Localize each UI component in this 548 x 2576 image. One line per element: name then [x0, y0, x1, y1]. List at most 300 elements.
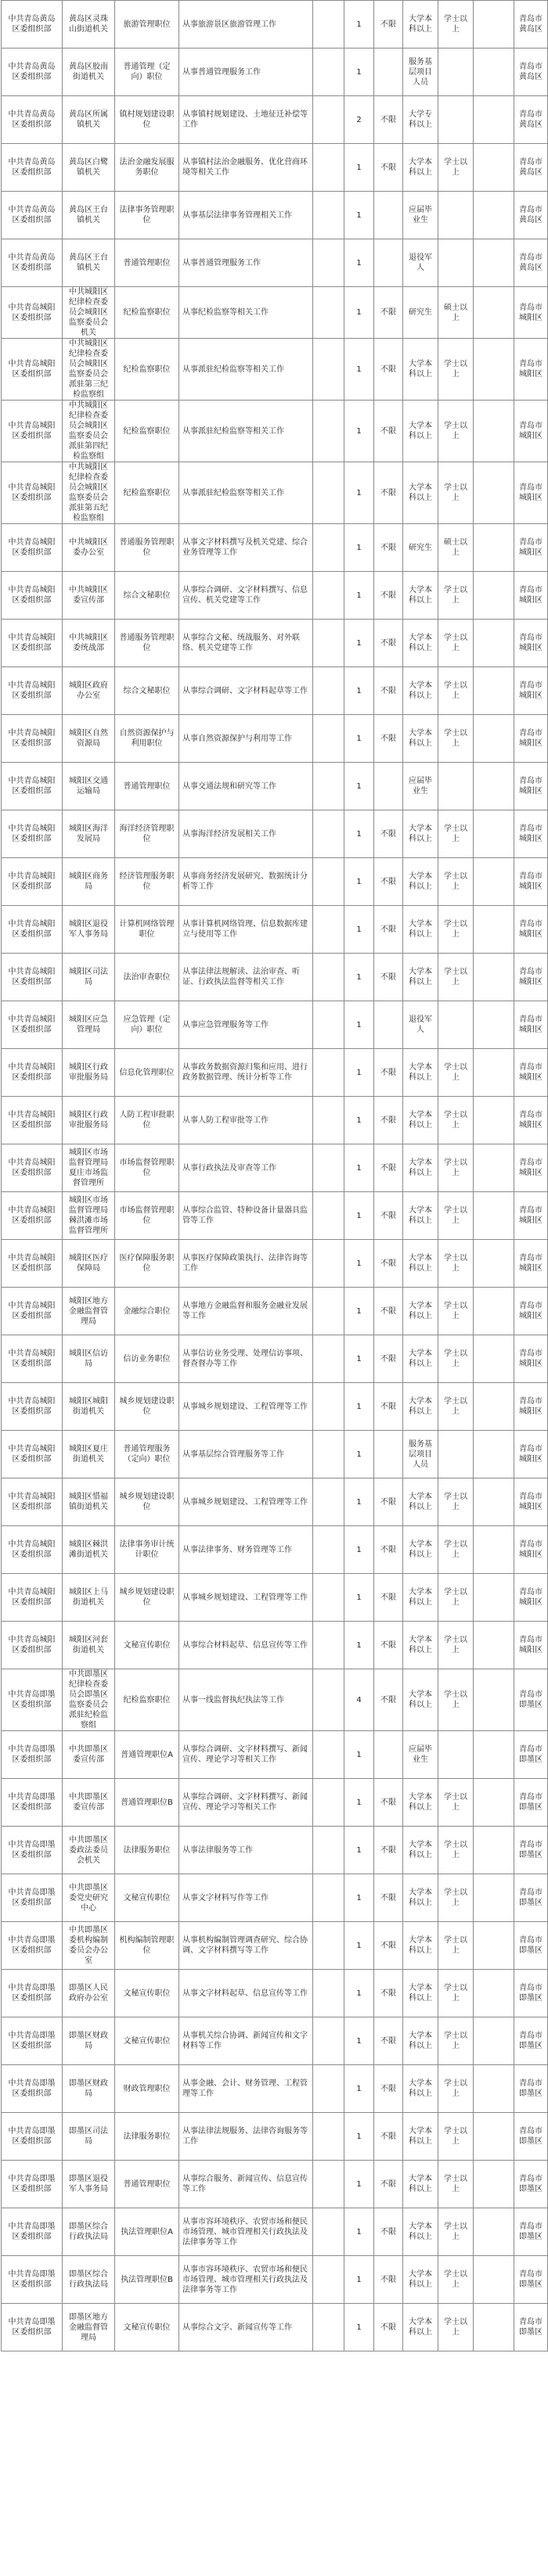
- duties-cell: 从事综合文秘、统战服务、对外联络、机关党建等工作: [179, 620, 313, 667]
- major-cell: 不限: [374, 287, 403, 339]
- work-location-cell: 青岛市城阳区: [514, 401, 548, 462]
- degree-cell: 学士以上: [438, 667, 474, 715]
- position-name-cell: 法律事务审计统计职位: [115, 1526, 179, 1574]
- work-location-cell: 青岛市城阳区: [514, 810, 548, 858]
- education-cell: 大学本科以上: [403, 2256, 438, 2304]
- code-cell: [313, 1970, 344, 2017]
- other-requirements-cell: [474, 287, 514, 339]
- education-cell: 研究生: [403, 287, 438, 339]
- code-cell: [313, 1669, 344, 1731]
- code-cell: [313, 2161, 344, 2208]
- other-requirements-cell: [474, 810, 514, 858]
- other-requirements-cell: [474, 572, 514, 620]
- recruiting-unit-cell: 中共青岛即墨区委组织部: [2, 1827, 63, 1874]
- recruiting-unit-cell: 中共青岛城阳区委组织部: [2, 810, 63, 858]
- headcount-cell: 1: [344, 1970, 374, 2017]
- degree-cell: 学士以上: [438, 810, 474, 858]
- major-cell: 不限: [374, 1288, 403, 1335]
- headcount-cell: 1: [344, 667, 374, 715]
- headcount-cell: 1: [344, 2208, 374, 2256]
- position-name-cell: 医疗保障服务职位: [115, 1240, 179, 1288]
- work-location-cell: 青岛市即墨区: [514, 1827, 548, 1874]
- major-cell: 不限: [374, 1192, 403, 1240]
- code-cell: [313, 1192, 344, 1240]
- major-cell: 不限: [374, 1383, 403, 1431]
- department-cell: 中共城阳区纪律检查委员会城阳区监察委员会派驻第四纪检监察组: [63, 401, 115, 462]
- department-cell: 城阳区惜福镇街道机关: [63, 1478, 115, 1526]
- table-row: [2, 1383, 548, 1431]
- degree-cell: 学士以上: [438, 1, 474, 49]
- headcount-cell: 1: [344, 1731, 374, 1779]
- other-requirements-cell: [474, 2113, 514, 2161]
- other-requirements-cell: [474, 763, 514, 810]
- education-cell: 大学本科以上: [403, 2161, 438, 2208]
- education-cell: 大学本科以上: [403, 1478, 438, 1526]
- duties-cell: 从事城乡规划建设、工程管理等工作: [179, 1574, 313, 1622]
- other-requirements-cell: [474, 339, 514, 401]
- recruiting-unit-cell: 中共青岛城阳区委组织部: [2, 1240, 63, 1288]
- major-cell: 不限: [374, 462, 403, 524]
- education-cell: 大学本科以上: [403, 1097, 438, 1144]
- education-cell: 大学本科以上: [403, 906, 438, 954]
- table-row: [2, 2017, 548, 2065]
- table-row: [2, 1097, 548, 1144]
- work-location-cell: 青岛市城阳区: [514, 1574, 548, 1622]
- code-cell: [313, 2113, 344, 2161]
- position-name-cell: 法律服务职位: [115, 2113, 179, 2161]
- table-row: [2, 1970, 548, 2017]
- position-name-cell: 纪检监察职位: [115, 339, 179, 401]
- table-row: [2, 1001, 548, 1049]
- degree-cell: 学士以上: [438, 2304, 474, 2351]
- major-cell: 不限: [374, 715, 403, 763]
- recruiting-unit-cell: 中共青岛城阳区委组织部: [2, 1574, 63, 1622]
- table-row: [2, 1049, 548, 1097]
- position-name-cell: 文秘宣传职位: [115, 1970, 179, 2017]
- table-row: [2, 810, 548, 858]
- position-name-cell: 普通管理职位: [115, 239, 179, 287]
- department-cell: 中共城阳区纪律检查委员会城阳区监察委员会派驻第三纪检监察组: [63, 339, 115, 401]
- degree-cell: 硕士以上: [438, 287, 474, 339]
- work-location-cell: 青岛市即墨区: [514, 1970, 548, 2017]
- recruiting-unit-cell: 中共青岛即墨区委组织部: [2, 2208, 63, 2256]
- headcount-cell: 1: [344, 2304, 374, 2351]
- department-cell: 城阳区自然资源局: [63, 715, 115, 763]
- headcount-cell: 1: [344, 1001, 374, 1049]
- code-cell: [313, 2256, 344, 2304]
- table-body: [2, 1, 548, 2351]
- duties-cell: 从事城乡规划建设、工程管理等工作: [179, 1383, 313, 1431]
- department-cell: 中共即墨区委党史研究中心: [63, 1874, 115, 1922]
- table-row: [2, 1874, 548, 1922]
- department-cell: 中共即墨区委政法委员会机关: [63, 1827, 115, 1874]
- headcount-cell: 1: [344, 2113, 374, 2161]
- recruiting-unit-cell: 中共青岛城阳区委组织部: [2, 339, 63, 401]
- education-cell: 大学本科以上: [403, 1335, 438, 1383]
- education-cell: 应届毕业生: [403, 192, 438, 239]
- work-location-cell: 青岛市即墨区: [514, 1922, 548, 1970]
- recruiting-unit-cell: 中共青岛即墨区委组织部: [2, 2161, 63, 2208]
- position-name-cell: 法治金融发展服务职位: [115, 144, 179, 192]
- duties-cell: 从事派驻纪检监察等相关工作: [179, 339, 313, 401]
- degree-cell: [438, 1001, 474, 1049]
- position-name-cell: 普通管理职位A: [115, 1731, 179, 1779]
- headcount-cell: 1: [344, 763, 374, 810]
- other-requirements-cell: [474, 401, 514, 462]
- headcount-cell: 1: [344, 2256, 374, 2304]
- work-location-cell: 青岛市即墨区: [514, 2113, 548, 2161]
- code-cell: [313, 1874, 344, 1922]
- work-location-cell: 青岛市黄岛区: [514, 239, 548, 287]
- education-cell: 应届毕业生: [403, 763, 438, 810]
- headcount-cell: 1: [344, 1192, 374, 1240]
- duties-cell: 从事法律法规解读、法治审查、听证、行政执法监督等相关工作: [179, 954, 313, 1001]
- position-name-cell: 财政管理职位: [115, 2065, 179, 2113]
- table-row: [2, 1574, 548, 1622]
- code-cell: [313, 524, 344, 572]
- headcount-cell: 1: [344, 1, 374, 49]
- major-cell: 不限: [374, 620, 403, 667]
- code-cell: [313, 462, 344, 524]
- department-cell: 城阳区信访局: [63, 1335, 115, 1383]
- department-cell: 城阳区海洋发展局: [63, 810, 115, 858]
- headcount-cell: 1: [344, 1335, 374, 1383]
- degree-cell: 学士以上: [438, 2065, 474, 2113]
- education-cell: 服务基层项目人员: [403, 49, 438, 96]
- duties-cell: 从事自然资源保护与利用等工作: [179, 715, 313, 763]
- headcount-cell: 1: [344, 954, 374, 1001]
- degree-cell: 学士以上: [438, 572, 474, 620]
- recruiting-unit-cell: 中共青岛城阳区委组织部: [2, 401, 63, 462]
- department-cell: 中共城阳区纪律检查委员会城阳区监察委员会派驻第五纪检监察组: [63, 462, 115, 524]
- recruiting-unit-cell: 中共青岛即墨区委组织部: [2, 1874, 63, 1922]
- major-cell: 不限: [374, 1874, 403, 1922]
- other-requirements-cell: [474, 620, 514, 667]
- headcount-cell: 1: [344, 1779, 374, 1827]
- code-cell: [313, 1240, 344, 1288]
- work-location-cell: 青岛市即墨区: [514, 2256, 548, 2304]
- code-cell: [313, 858, 344, 906]
- duties-cell: 从事镇村规划建设、土地征迁补偿等工作: [179, 96, 313, 144]
- headcount-cell: 1: [344, 287, 374, 339]
- degree-cell: [438, 1431, 474, 1478]
- education-cell: 大学本科以上: [403, 1240, 438, 1288]
- code-cell: [313, 1049, 344, 1097]
- code-cell: [313, 954, 344, 1001]
- headcount-cell: 1: [344, 2017, 374, 2065]
- recruiting-unit-cell: 中共青岛城阳区委组织部: [2, 1431, 63, 1478]
- other-requirements-cell: [474, 1779, 514, 1827]
- headcount-cell: 1: [344, 1874, 374, 1922]
- major-cell: 不限: [374, 954, 403, 1001]
- duties-cell: 从事城乡规划建设、工程管理等工作: [179, 1478, 313, 1526]
- degree-cell: 学士以上: [438, 1335, 474, 1383]
- education-cell: 应届毕业生: [403, 1731, 438, 1779]
- department-cell: 中共城阳区委宣传部: [63, 572, 115, 620]
- major-cell: 不限: [374, 1049, 403, 1097]
- recruiting-unit-cell: 中共青岛即墨区委组织部: [2, 1922, 63, 1970]
- table-row: [2, 1779, 548, 1827]
- degree-cell: 学士以上: [438, 1240, 474, 1288]
- work-location-cell: 青岛市黄岛区: [514, 1, 548, 49]
- code-cell: [313, 1478, 344, 1526]
- major-cell: 不限: [374, 401, 403, 462]
- degree-cell: [438, 1731, 474, 1779]
- code-cell: [313, 1622, 344, 1669]
- headcount-cell: 1: [344, 620, 374, 667]
- duties-cell: 从事海洋经济发展相关工作: [179, 810, 313, 858]
- department-cell: 中共城阳区委办公室: [63, 524, 115, 572]
- table-row: [2, 2161, 548, 2208]
- degree-cell: 学士以上: [438, 1144, 474, 1192]
- degree-cell: 学士以上: [438, 2256, 474, 2304]
- department-cell: 黄岛区胶南街道机关: [63, 49, 115, 96]
- table-row: [2, 1288, 548, 1335]
- position-name-cell: 应急管理（定向）职位: [115, 1001, 179, 1049]
- work-location-cell: 青岛市城阳区: [514, 1240, 548, 1288]
- education-cell: 大学本科以上: [403, 2017, 438, 2065]
- education-cell: 大学本科以上: [403, 810, 438, 858]
- department-cell: 即墨区地方金融监督管理局: [63, 2304, 115, 2351]
- recruiting-unit-cell: 中共青岛黄岛区委组织部: [2, 144, 63, 192]
- table-row: [2, 1478, 548, 1526]
- position-name-cell: 镇村规划建设职位: [115, 96, 179, 144]
- duties-cell: 从事普通管理服务工作: [179, 239, 313, 287]
- headcount-cell: 2: [344, 96, 374, 144]
- degree-cell: 学士以上: [438, 1874, 474, 1922]
- duties-cell: 从事综合调研、文字材料撰写、信息宣传、机关党建等工作: [179, 572, 313, 620]
- position-name-cell: 综合文秘职位: [115, 572, 179, 620]
- duties-cell: 从事地方金融监督和服务金融业发展等工作: [179, 1288, 313, 1335]
- work-location-cell: 青岛市城阳区: [514, 1144, 548, 1192]
- department-cell: 中共城阳区委统战部: [63, 620, 115, 667]
- code-cell: [313, 144, 344, 192]
- duties-cell: 从事市容环境秩序、农贸市场和便民市场管理、城市管理相关行政执法及法律事务等工作: [179, 2208, 313, 2256]
- headcount-cell: 1: [344, 810, 374, 858]
- work-location-cell: 青岛市城阳区: [514, 715, 548, 763]
- position-name-cell: 文秘宣传职位: [115, 2017, 179, 2065]
- degree-cell: 学士以上: [438, 1526, 474, 1574]
- work-location-cell: 青岛市城阳区: [514, 339, 548, 401]
- code-cell: [313, 1574, 344, 1622]
- code-cell: [313, 339, 344, 401]
- department-cell: 即墨区综合行政执法局: [63, 2256, 115, 2304]
- headcount-cell: 1: [344, 1383, 374, 1431]
- duties-cell: 从事机构编制管理调查研究、综合协调、文字材料撰写等工作: [179, 1922, 313, 1970]
- duties-cell: 从事一线监督执纪执法等工作: [179, 1669, 313, 1731]
- work-location-cell: 青岛市即墨区: [514, 1874, 548, 1922]
- other-requirements-cell: [474, 1192, 514, 1240]
- major-cell: 不限: [374, 906, 403, 954]
- department-cell: 即墨区财政局: [63, 2017, 115, 2065]
- other-requirements-cell: [474, 1, 514, 49]
- code-cell: [313, 810, 344, 858]
- code-cell: [313, 1779, 344, 1827]
- major-cell: [374, 192, 403, 239]
- table-row: [2, 1669, 548, 1731]
- duties-cell: 从事金融、会计、财务管理、工程管理等工作: [179, 2065, 313, 2113]
- duties-cell: 从事法律服务等工作: [179, 1827, 313, 1874]
- other-requirements-cell: [474, 462, 514, 524]
- other-requirements-cell: [474, 1526, 514, 1574]
- degree-cell: [438, 239, 474, 287]
- table-row: [2, 906, 548, 954]
- other-requirements-cell: [474, 1731, 514, 1779]
- code-cell: [313, 906, 344, 954]
- degree-cell: 学士以上: [438, 1478, 474, 1526]
- work-location-cell: 青岛市黄岛区: [514, 144, 548, 192]
- code-cell: [313, 2017, 344, 2065]
- major-cell: 不限: [374, 339, 403, 401]
- major-cell: 不限: [374, 667, 403, 715]
- department-cell: 城阳区应急管理局: [63, 1001, 115, 1049]
- recruiting-unit-cell: 中共青岛城阳区委组织部: [2, 954, 63, 1001]
- headcount-cell: 1: [344, 1478, 374, 1526]
- recruiting-unit-cell: 中共青岛城阳区委组织部: [2, 1383, 63, 1431]
- table-row: [2, 2208, 548, 2256]
- degree-cell: 学士以上: [438, 620, 474, 667]
- position-name-cell: 计算机网络管理职位: [115, 906, 179, 954]
- other-requirements-cell: [474, 2161, 514, 2208]
- department-cell: 城阳区地方金融监督管理局: [63, 1288, 115, 1335]
- department-cell: 黄岛区白鹭镇机关: [63, 144, 115, 192]
- work-location-cell: 青岛市城阳区: [514, 572, 548, 620]
- major-cell: [374, 763, 403, 810]
- major-cell: 不限: [374, 1970, 403, 2017]
- work-location-cell: 青岛市即墨区: [514, 2208, 548, 2256]
- table-row: [2, 1, 548, 49]
- work-location-cell: 青岛市城阳区: [514, 667, 548, 715]
- major-cell: 不限: [374, 1478, 403, 1526]
- education-cell: 大学本科以上: [403, 572, 438, 620]
- duties-cell: 从事行政执法及审查等工作: [179, 1144, 313, 1192]
- headcount-cell: 1: [344, 2065, 374, 2113]
- department-cell: 城阳区城阳街道机关: [63, 1383, 115, 1431]
- position-name-cell: 城乡规划建设职位: [115, 1478, 179, 1526]
- degree-cell: 学士以上: [438, 1622, 474, 1669]
- degree-cell: 学士以上: [438, 2208, 474, 2256]
- table-row: [2, 339, 548, 401]
- work-location-cell: 青岛市即墨区: [514, 2161, 548, 2208]
- major-cell: 不限: [374, 2256, 403, 2304]
- table-row: [2, 49, 548, 96]
- duties-cell: 从事应急管理服务等工作: [179, 1001, 313, 1049]
- duties-cell: 从事法律法规服务、法律咨询服务等工作: [179, 2113, 313, 2161]
- degree-cell: 学士以上: [438, 1922, 474, 1970]
- education-cell: 大学本科以上: [403, 715, 438, 763]
- degree-cell: 学士以上: [438, 1827, 474, 1874]
- department-cell: 黄岛区王台镇机关: [63, 239, 115, 287]
- table-row: [2, 1144, 548, 1192]
- degree-cell: 学士以上: [438, 2017, 474, 2065]
- table-row: [2, 401, 548, 462]
- work-location-cell: 青岛市城阳区: [514, 763, 548, 810]
- education-cell: 大学本科以上: [403, 1049, 438, 1097]
- duties-cell: 从事人防工程审批等工作: [179, 1097, 313, 1144]
- work-location-cell: 青岛市即墨区: [514, 2304, 548, 2351]
- education-cell: 大学本科以上: [403, 620, 438, 667]
- department-cell: 中共即墨区委宣传部: [63, 1779, 115, 1827]
- degree-cell: 学士以上: [438, 858, 474, 906]
- position-name-cell: 纪检监察职位: [115, 1669, 179, 1731]
- other-requirements-cell: [474, 1097, 514, 1144]
- position-name-cell: 普通管理服务（定向）职位: [115, 1431, 179, 1478]
- headcount-cell: 1: [344, 144, 374, 192]
- recruiting-unit-cell: 中共青岛黄岛区委组织部: [2, 96, 63, 144]
- work-location-cell: 青岛市黄岛区: [514, 192, 548, 239]
- recruiting-unit-cell: 中共青岛城阳区委组织部: [2, 1001, 63, 1049]
- degree-cell: 学士以上: [438, 954, 474, 1001]
- position-name-cell: 自然资源保护与利用职位: [115, 715, 179, 763]
- major-cell: 不限: [374, 1097, 403, 1144]
- other-requirements-cell: [474, 239, 514, 287]
- other-requirements-cell: [474, 1288, 514, 1335]
- table-row: [2, 1431, 548, 1478]
- education-cell: 大学本科以上: [403, 1192, 438, 1240]
- recruiting-unit-cell: 中共青岛城阳区委组织部: [2, 524, 63, 572]
- position-name-cell: 经济管理服务职位: [115, 858, 179, 906]
- table-row: [2, 1731, 548, 1779]
- table-row: [2, 715, 548, 763]
- position-name-cell: 纪检监察职位: [115, 287, 179, 339]
- recruiting-unit-cell: 中共青岛即墨区委组织部: [2, 2256, 63, 2304]
- position-name-cell: 旅游管理职位: [115, 1, 179, 49]
- major-cell: 不限: [374, 1574, 403, 1622]
- major-cell: 不限: [374, 1922, 403, 1970]
- work-location-cell: 青岛市城阳区: [514, 1097, 548, 1144]
- recruiting-unit-cell: 中共青岛即墨区委组织部: [2, 2065, 63, 2113]
- other-requirements-cell: [474, 715, 514, 763]
- position-name-cell: 纪检监察职位: [115, 462, 179, 524]
- degree-cell: 学士以上: [438, 715, 474, 763]
- department-cell: 城阳区上马街道机关: [63, 1574, 115, 1622]
- recruiting-unit-cell: 中共青岛城阳区委组织部: [2, 462, 63, 524]
- position-name-cell: 机构编制管理职位: [115, 1922, 179, 1970]
- department-cell: 即墨区司法局: [63, 2113, 115, 2161]
- position-name-cell: 普通服务管理职位: [115, 620, 179, 667]
- education-cell: 大学本科以上: [403, 1874, 438, 1922]
- headcount-cell: 1: [344, 715, 374, 763]
- education-cell: 大学本科以上: [403, 1669, 438, 1731]
- duties-cell: 从事综合文字、新闻宣传等工作: [179, 2304, 313, 2351]
- table-row: [2, 2065, 548, 2113]
- work-location-cell: 青岛市城阳区: [514, 287, 548, 339]
- major-cell: 不限: [374, 572, 403, 620]
- duties-cell: 从事普通管理服务工作: [179, 49, 313, 96]
- work-location-cell: 青岛市黄岛区: [514, 49, 548, 96]
- duties-cell: 从事旅游景区旅游管理工作: [179, 1, 313, 49]
- department-cell: 黄岛区所属镇机关: [63, 96, 115, 144]
- recruiting-unit-cell: 中共青岛即墨区委组织部: [2, 2113, 63, 2161]
- headcount-cell: 1: [344, 858, 374, 906]
- department-cell: 城阳区河套街道机关: [63, 1622, 115, 1669]
- department-cell: 城阳区夏庄街道机关: [63, 1431, 115, 1478]
- major-cell: 不限: [374, 1526, 403, 1574]
- education-cell: 退役军人: [403, 239, 438, 287]
- headcount-cell: 1: [344, 1574, 374, 1622]
- other-requirements-cell: [474, 192, 514, 239]
- position-name-cell: 信访业务职位: [115, 1335, 179, 1383]
- education-cell: 大学本科以上: [403, 1779, 438, 1827]
- work-location-cell: 青岛市城阳区: [514, 1526, 548, 1574]
- recruiting-unit-cell: 中共青岛城阳区委组织部: [2, 572, 63, 620]
- duties-cell: 从事市容环境秩序、农贸市场和便民市场管理、城市管理相关行政执法及法律事务等工作: [179, 2256, 313, 2304]
- table-row: [2, 763, 548, 810]
- education-cell: 大学本科以上: [403, 1922, 438, 1970]
- duties-cell: 从事综合调研、文字材料撰写、新闻宣传、理论学习等相关工作: [179, 1731, 313, 1779]
- position-name-cell: 普通管理职位: [115, 2161, 179, 2208]
- degree-cell: 学士以上: [438, 144, 474, 192]
